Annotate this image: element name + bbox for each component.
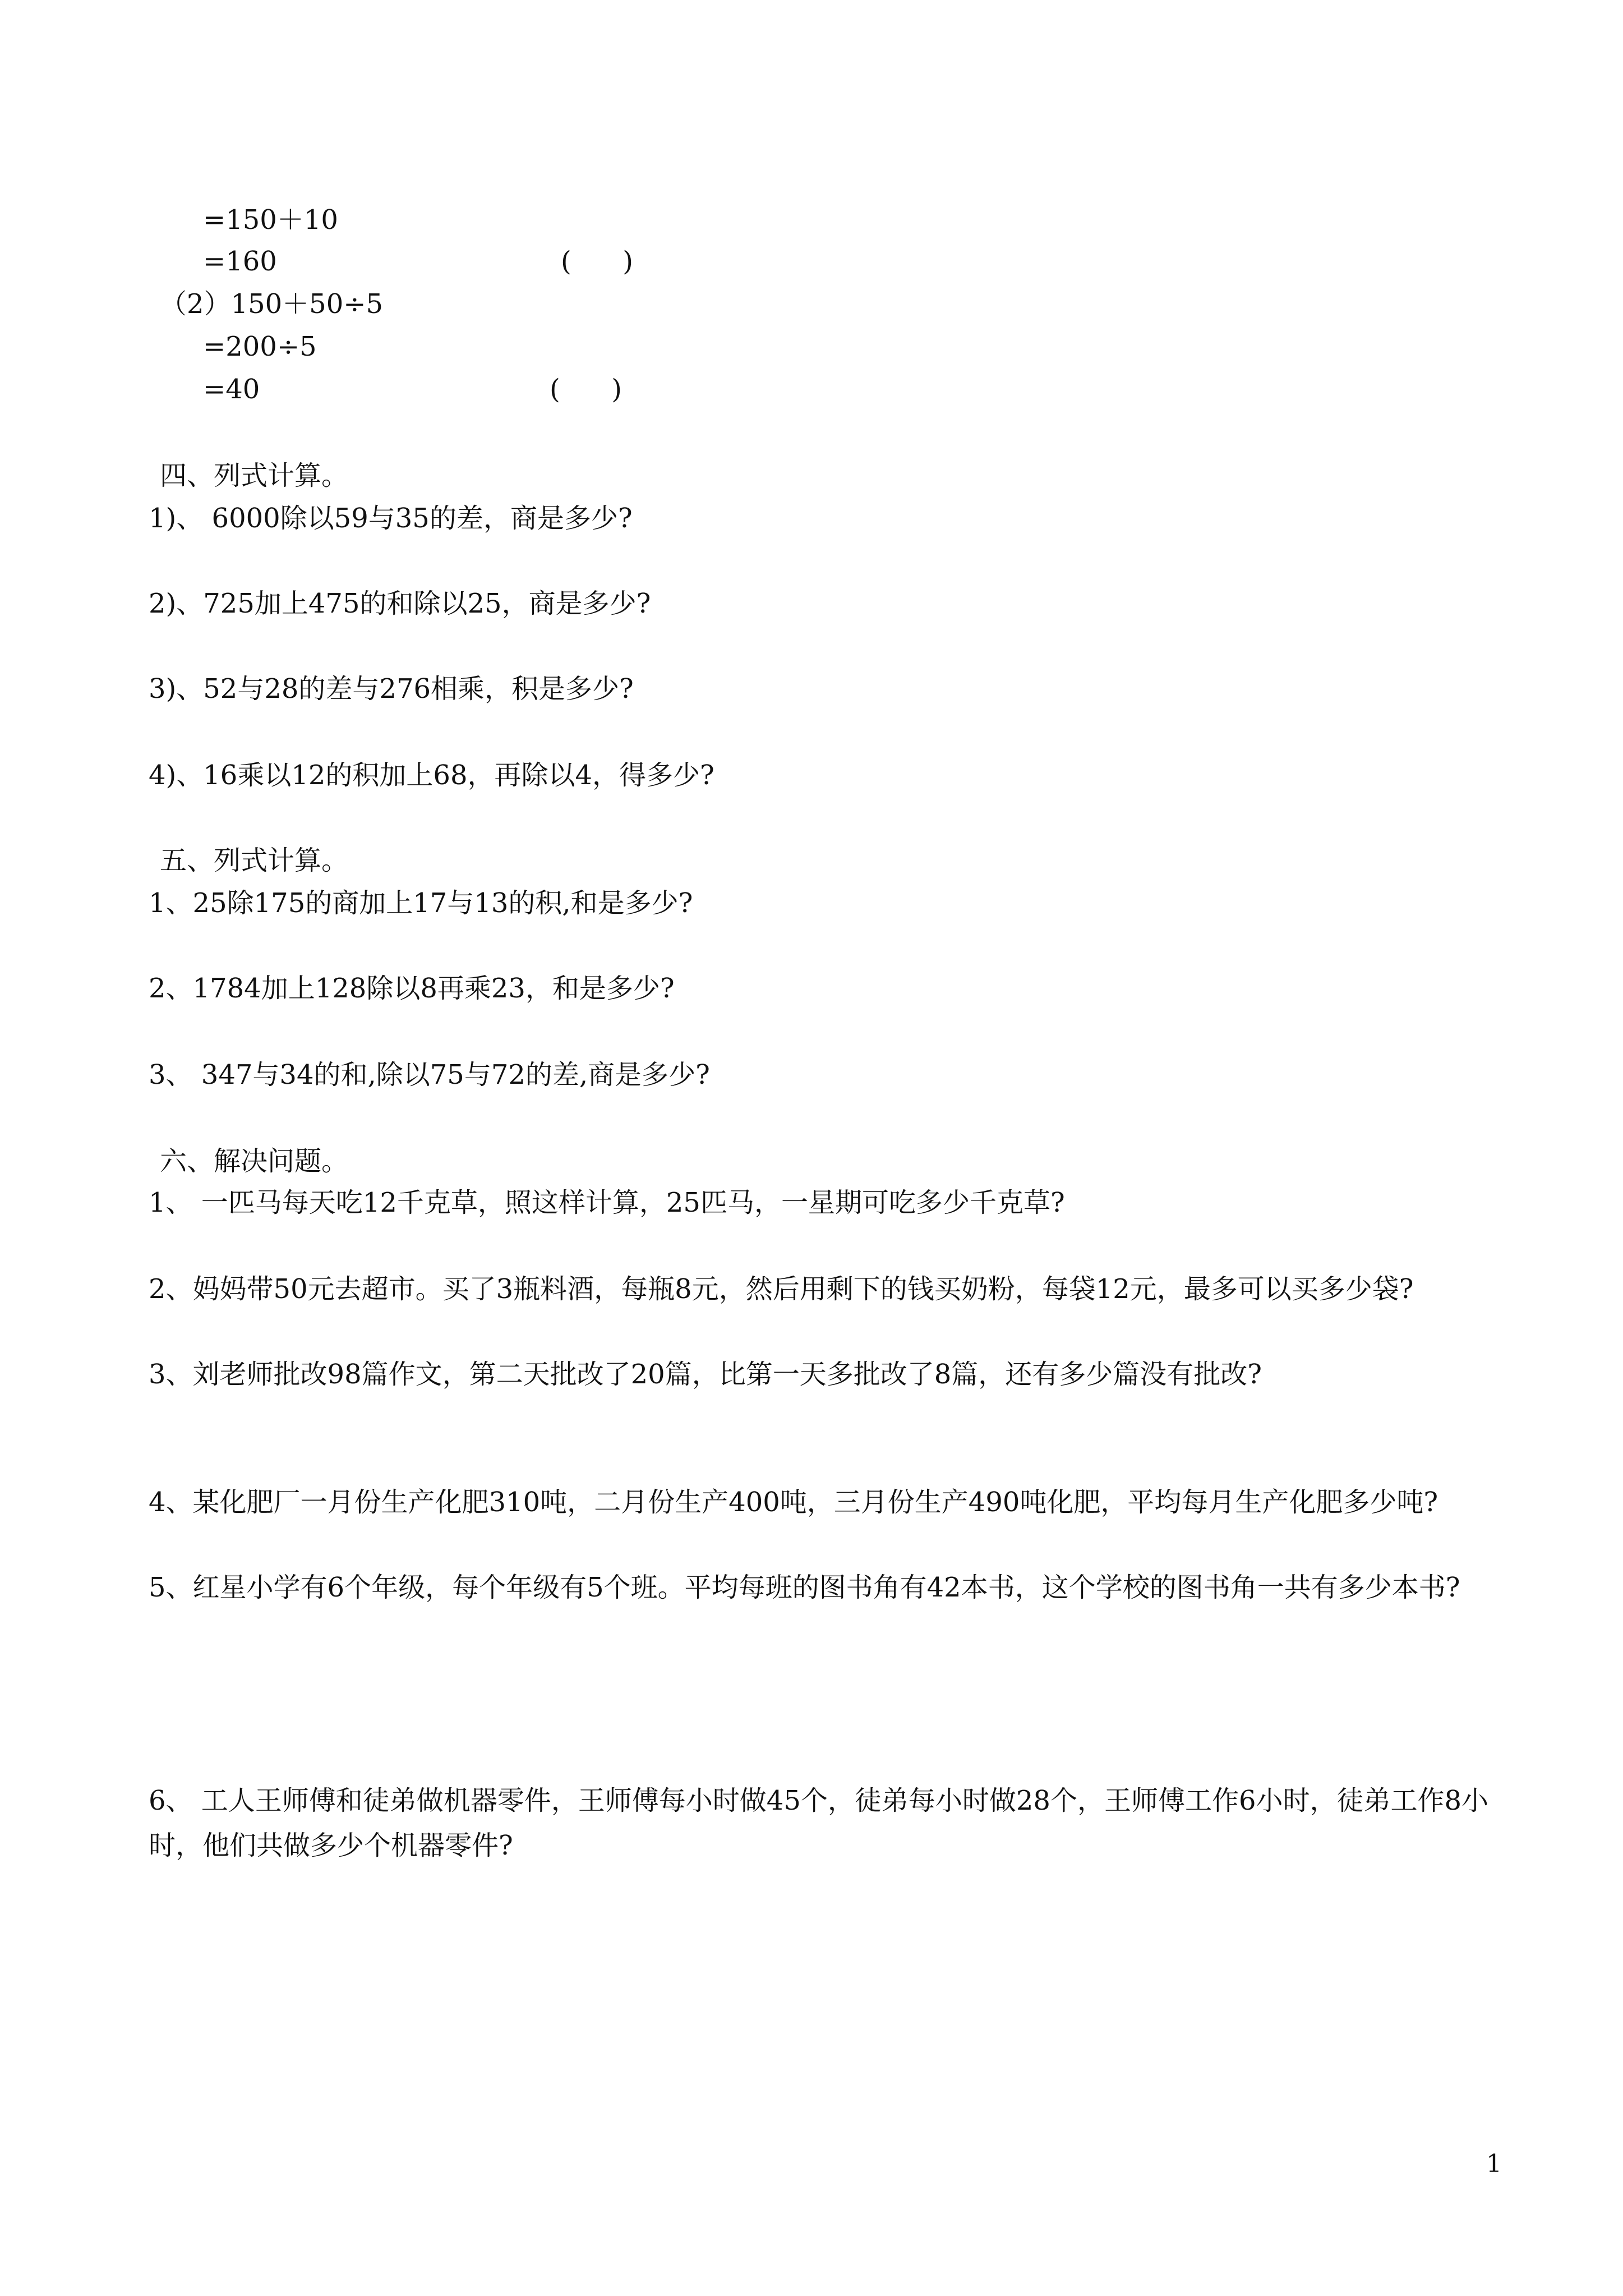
section5-question-1: 1、25除175的商加上17与13的积,和是多少?	[149, 887, 693, 919]
section6-heading: 六、解决问题。	[160, 1145, 349, 1177]
section4-question-3: 3)、52与28的差与276相乘，积是多少?	[149, 673, 634, 705]
section5-question-2: 2、1784加上128除以8再乘23，和是多少?	[149, 973, 675, 1004]
calc-line-3: （2）150＋50÷5	[160, 288, 383, 320]
section4-question-4: 4)、16乘以12的积加上68，再除以4，得多少?	[149, 760, 714, 791]
answer-parentheses-2: ( )	[550, 374, 622, 405]
calc-line-4: =200÷5	[203, 331, 317, 362]
section6-question-4: 4、某化肥厂一月份生产化肥310吨，二月份生产400吨，三月份生产490吨化肥，平均每月生产化肥多少吨?	[149, 1487, 1438, 1518]
section4-question-1: 1)、 6000除以59与35的差，商是多少?	[149, 503, 633, 534]
calc-line-5: =40	[203, 374, 260, 405]
page-number: 1	[1486, 2150, 1502, 2178]
calc-line-2: =160	[203, 246, 277, 277]
section5-question-3: 3、 347与34的和,除以75与72的差,商是多少?	[149, 1059, 710, 1091]
section6-question-3: 3、刘老师批改98篇作文，第二天批改了20篇，比第一天多批改了8篇，还有多少篇没有批改?	[149, 1359, 1262, 1390]
calc-line-1: =150＋10	[203, 204, 338, 236]
section5-heading: 五、列式计算。	[160, 845, 349, 876]
section6-question-1: 1、 一匹马每天吃12千克草，照这样计算，25匹马，一星期可吃多少千克草?	[149, 1187, 1065, 1218]
section6-question-6: 6、 工人王师傅和徒弟做机器零件，王师傅每小时做45个，徒弟每小时做28个，王师傅工作6小时，徒弟工作8小时，他们共做多少个机器零件?	[149, 1785, 1489, 1861]
section4-question-2: 2)、725加上475的和除以25，商是多少?	[149, 588, 651, 619]
section4-heading: 四、列式计算。	[160, 460, 349, 491]
section6-question-5: 5、红星小学有6个年级，每个年级有5个班。平均每班的图书角有42本书，这个学校的图书角一共有多少本书?	[149, 1572, 1460, 1603]
section6-question-2: 2、妈妈带50元去超市。买了3瓶料酒，每瓶8元，然后用剩下的钱买奶粉，每袋12元，最多可以买多少袋?	[149, 1273, 1414, 1305]
answer-parentheses-1: ( )	[561, 246, 633, 277]
